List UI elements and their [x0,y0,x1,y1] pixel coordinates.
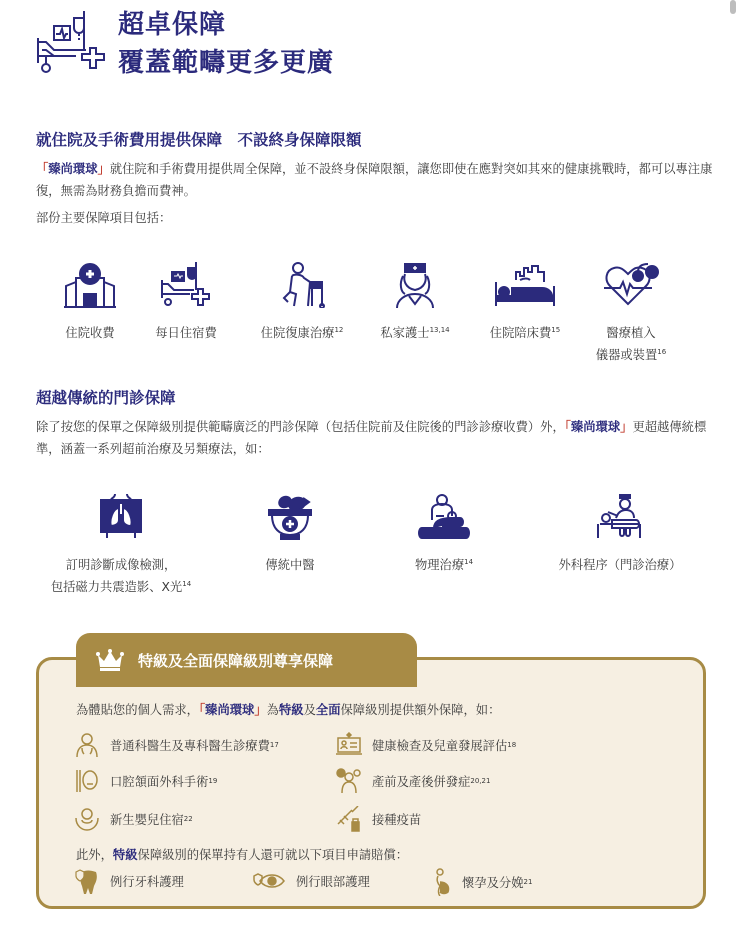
premium-extra-item: 例行牙科護理 [74,868,184,894]
benefit-label-line2: 包括磁力共震造影、X光$^{14}$ [50,579,192,594]
premium-item: 口腔頷面外科手術 19 [74,768,217,794]
section1-intro: 部份主要保障項目包括： [36,211,172,225]
crown-icon [96,649,124,671]
hero-title-line1: 超卓保障 [118,10,227,40]
benefit-label: 住院復康治療$^{12}$ [260,325,344,340]
premium-intro: 為體貼您的個人需求，「臻尚環球」為特級及全面保障級別提供額外保障，如： [76,703,501,717]
benefit-label: 每日住宿費 [155,326,217,340]
premium-extra-item: 例行眼部護理 [252,868,370,894]
bed-icon [494,262,556,308]
benefit-label: 訂明診斷成像檢測， [65,558,177,572]
benefit-label: 物理治療$^{14}$ [414,557,474,572]
doctor-icon [74,732,100,758]
benefit-item [404,494,484,576]
brand-name: 「臻尚環球」 [36,162,110,176]
section2-title: 超越傳統的門診保障 [36,389,176,407]
benefit-label-line2: 儀器或裝置$^{16}$ [595,347,667,362]
walker-icon [276,262,328,308]
section1-paragraph [36,158,716,202]
herbal-bowl-icon [267,494,313,540]
scrollbar[interactable] [730,0,736,14]
surgery-icon [594,494,646,540]
heart-device-icon [602,262,660,308]
benefit-label: 傳統中醫 [265,558,315,572]
benefit-label: 醫療植入 [606,326,656,340]
hospital-icon [64,262,116,308]
benefit-label: 住院陪床費$^{15}$ [489,325,561,340]
hero-title-line2: 覆蓋範疇更多更廣 [118,48,335,78]
oral-surgery-icon [74,768,100,794]
benefit-item [148,262,224,344]
newborn-icon [74,806,100,832]
benefit-item [550,494,690,576]
benefit-label: 外科程序（門診治療） [558,558,682,572]
benefit-item [480,262,570,344]
benefit-item [250,494,330,576]
brand-name: 「臻尚環球」 [198,703,267,717]
premium-tab-title: 特級及全面保障級別尊享保障 [138,651,334,670]
vaccine-icon [336,806,362,832]
benefit-item [52,262,128,344]
premium-tab-header [76,633,417,687]
benefit-label: 私家護士$^{13,14}$ [380,325,450,340]
premium-item: 產前及產後併發症 20,21 [336,768,490,794]
hospital-bed-icon [36,8,106,78]
benefit-item [586,262,676,366]
premium-item: 健康檢查及兒童發展評估 18 [336,732,516,758]
premium-item: 普通科醫生及專科醫生診療費 17 [74,732,279,758]
benefit-item [36,494,206,598]
premium-extra-item: 懷孕及分娩 21 [432,868,532,896]
nurse-icon [389,262,441,308]
maternity-icon [336,768,362,794]
pregnancy-icon [432,868,452,896]
premium-item: 接種疫苗 [336,806,421,832]
section2-paragraph: 除了按您的保單之保障級別提供範疇廣泛的門診保障（包括住院前及住院後的門診診療收費）外，「臻尚環球」更超越傳統標準，涵蓋一系列超前治療及另類療法，如： [36,420,707,456]
health-check-icon [336,732,362,758]
brand-name: 「臻尚環球」 [564,420,633,434]
xray-lungs-icon [99,494,143,540]
benefit-item [252,262,352,344]
eye-icon [252,868,286,894]
hospital-bed-icon [160,262,212,308]
physiotherapy-icon [418,494,470,540]
benefit-item [372,262,458,344]
premium-item: 新生嬰兒住宿 22 [74,806,193,832]
benefit-label: 住院收費 [65,326,115,340]
tooth-icon [74,868,100,894]
premium-extra-intro: 此外，特級保障級別的保單持有人還可就以下項目申請賠償： [76,848,409,862]
section1-title: 就住院及手術費用提供保障 不設終身保障限額 [36,131,362,149]
hero-header [36,6,334,82]
section1-paragraph-text: 就住院和手術費用提供周全保障，並不設終身保障限額，讓您即使在應對突如其來的健康挑戰時，都可以專注康復，無需為財務負擔而費神。 [36,162,713,198]
